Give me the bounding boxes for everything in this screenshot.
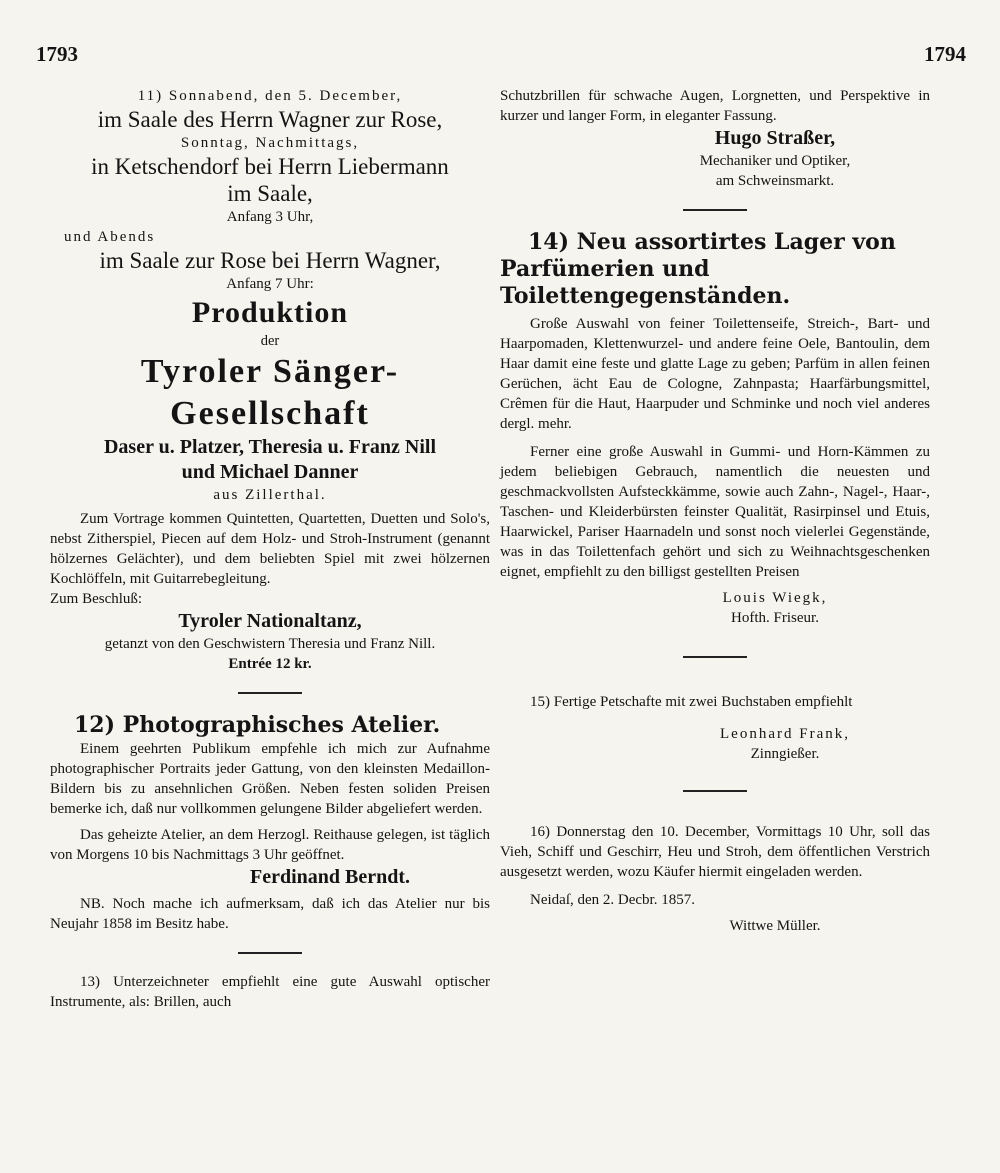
ad11-venue-2: in Ketschendorf bei Herrn Liebermann <box>91 154 449 179</box>
ad11-ensemble: Tyroler Sänger-Gesellschaft <box>140 353 400 432</box>
ad11-venue-3: im Saale zur Rose bei Herrn Wagner, <box>99 248 441 273</box>
ad11-evening: und Abends <box>64 229 156 245</box>
ad15-signature: Leonhard Frank, <box>720 726 850 742</box>
ad14-signature-title: Hofth. Friseur. <box>731 610 819 626</box>
ad11-origin: aus Zillerthal. <box>213 487 327 503</box>
ad11-entry-fee: Entrée 12 kr. <box>228 656 312 672</box>
divider <box>238 692 302 694</box>
ad13-paragraph-1: 13) Unterzeichneter empfiehlt eine gute Auswahl optischer Instrumente, als: Brillen, auch <box>50 974 490 1010</box>
ad11-finale-label: Zum Beschluß: <box>50 591 143 607</box>
ad16-date: Neidaſ, den 2. Decbr. 1857. <box>530 892 695 908</box>
page-number-left: 1793 <box>36 42 78 66</box>
ad11-venue-1: im Saale des Herrn Wagner zur Rose, <box>97 107 443 132</box>
ad14-signature: Louis Wiegk, <box>722 590 828 606</box>
ad11-production: Produktion <box>191 296 349 329</box>
ad12-paragraph-2: Das geheizte Atelier, an dem Herzogl. Reithause gelegen, ist täglich von Morgens 10 bis Nachmittags 3 Uhr geöffnet. <box>50 827 490 863</box>
ad11-body: Zum Vortrage kommen Quintetten, Quartetten, Duetten und Solo's, nebst Zitherspiel, Piecen auf dem Holz- und Stroh-Instrument (genannt hölzernes Gelächter), und dem beliebten Spiel mit zwei hölzernen Kochlöffeln, mit Guitarrebegleitung. <box>50 511 490 587</box>
ad-16-auction <box>500 822 930 936</box>
ad12-signature: Ferdinand Berndt. <box>249 866 411 888</box>
ad-12-photography <box>50 712 490 934</box>
ad13-paragraph-2: Schutzbrillen für schwache Augen, Lorgnetten, und Perspektive in kurzer und langer Form, in eleganter Fassung. <box>500 88 930 124</box>
ad14-paragraph-2: Ferner eine große Auswahl in Gummi- und Horn-Kämmen zu jedem beliebigen Gebrauch, namentlich die neuesten und geschmackvollsten Aufsteckkämme, sowie auch Zahn-, Nagel-, Haar-, Taschen- und Kleiderbürsten feinster Qualität, Rasirpinsel und Etuis, Haarwickel, Pariser Haarnadeln und sonst noch vielerlei Gegenstände, was in das Toilettenfach gehört und sich zu Weihnachtsgeschenken eignet, empfiehlt zu den billigst gestellten Preisen <box>500 444 930 580</box>
right-column <box>500 86 930 936</box>
ad12-title: 12) Photographisches Atelier. <box>74 712 441 738</box>
ad11-start-1: Anfang 3 Uhr, <box>226 209 314 225</box>
ad13-signature-title: Mechaniker und Optiker, <box>699 153 851 169</box>
ad16-signature: Wittwe Müller. <box>729 918 821 934</box>
ad15-signature-title: Zinngießer. <box>750 746 820 762</box>
divider <box>683 790 747 792</box>
ad14-paragraph-1: Große Auswahl von feiner Toilettenseife, Streich-, Bart- und Haarpomaden, Klettenwurzel- und andere feine Oele, Bantoulin, dem Haar damit eine feste und glatte Lage zu geben; Parfüm in allen feinen Gerüchen, ächt Eau de Cologne, Zahnpasta; Haarfärbungsmittel, Crêmen für die Haut, Haarpuder und Schminke und noch viel anderes dergl. mehr. <box>500 316 930 432</box>
ad-11-concert <box>50 86 490 674</box>
ad-13-optics-cont <box>500 86 930 191</box>
ad12-note: NB. Noch mache ich aufmerksam, daß ich das Atelier nur bis Neujahr 1858 im Besitz habe. <box>50 896 490 932</box>
page-number-right: 1794 <box>924 42 966 66</box>
ad11-date: 11) Sonnabend, den 5. December, <box>137 88 403 104</box>
ad-14-perfumery <box>500 229 930 628</box>
divider <box>238 952 302 954</box>
ad11-venue-2b: im Saale, <box>227 181 313 206</box>
divider <box>683 656 747 658</box>
ad11-performers-2: und Michael Danner <box>181 461 359 483</box>
ad-15-seals <box>500 692 930 764</box>
ad16-paragraph: 16) Donnerstag den 10. December, Vormittags 10 Uhr, soll das Vieh, Schiff und Geschirr, Heu und Stroh, dem öffentlichen Verstrich ausgesetzt werden, wozu Käufer hiermit eingeladen werden. <box>500 824 930 880</box>
ad15-paragraph: 15) Fertige Petschafte mit zwei Buchstaben empfiehlt <box>530 694 853 710</box>
ad12-paragraph-1: Einem geehrten Publikum empfehle ich mich zur Aufnahme photographischer Portraits jeder Gattung, von den kleinsten Medaillon-Bildern bis zu ansehnlichen Größen. Neben festen soliden Preisen bemerke ich, daß nur vollkommen gelungene Bilder abgeliefert werden. <box>50 741 490 817</box>
ad13-signature-place: am Schweinsmarkt. <box>715 173 835 189</box>
ad11-dance: Tyroler Nationaltanz, <box>178 610 362 632</box>
ad11-der: der <box>260 333 280 349</box>
ad11-start-2: Anfang 7 Uhr: <box>226 276 314 292</box>
ad14-title: 14) Neu assortirtes Lager von Parfümerien und Toilettengegenständen. <box>500 229 896 309</box>
ad11-time-1: Sonntag, Nachmittags, <box>180 135 360 151</box>
left-column <box>50 86 490 1012</box>
ad11-performers-1: Daser u. Platzer, Theresia u. Franz Nill <box>103 436 436 458</box>
ad13-signature: Hugo Straßer, <box>714 127 836 149</box>
ad11-dancers: getanzt von den Geschwistern Theresia und Franz Nill. <box>104 636 436 652</box>
ad-13-optics-start <box>50 972 490 1012</box>
divider <box>683 209 747 211</box>
